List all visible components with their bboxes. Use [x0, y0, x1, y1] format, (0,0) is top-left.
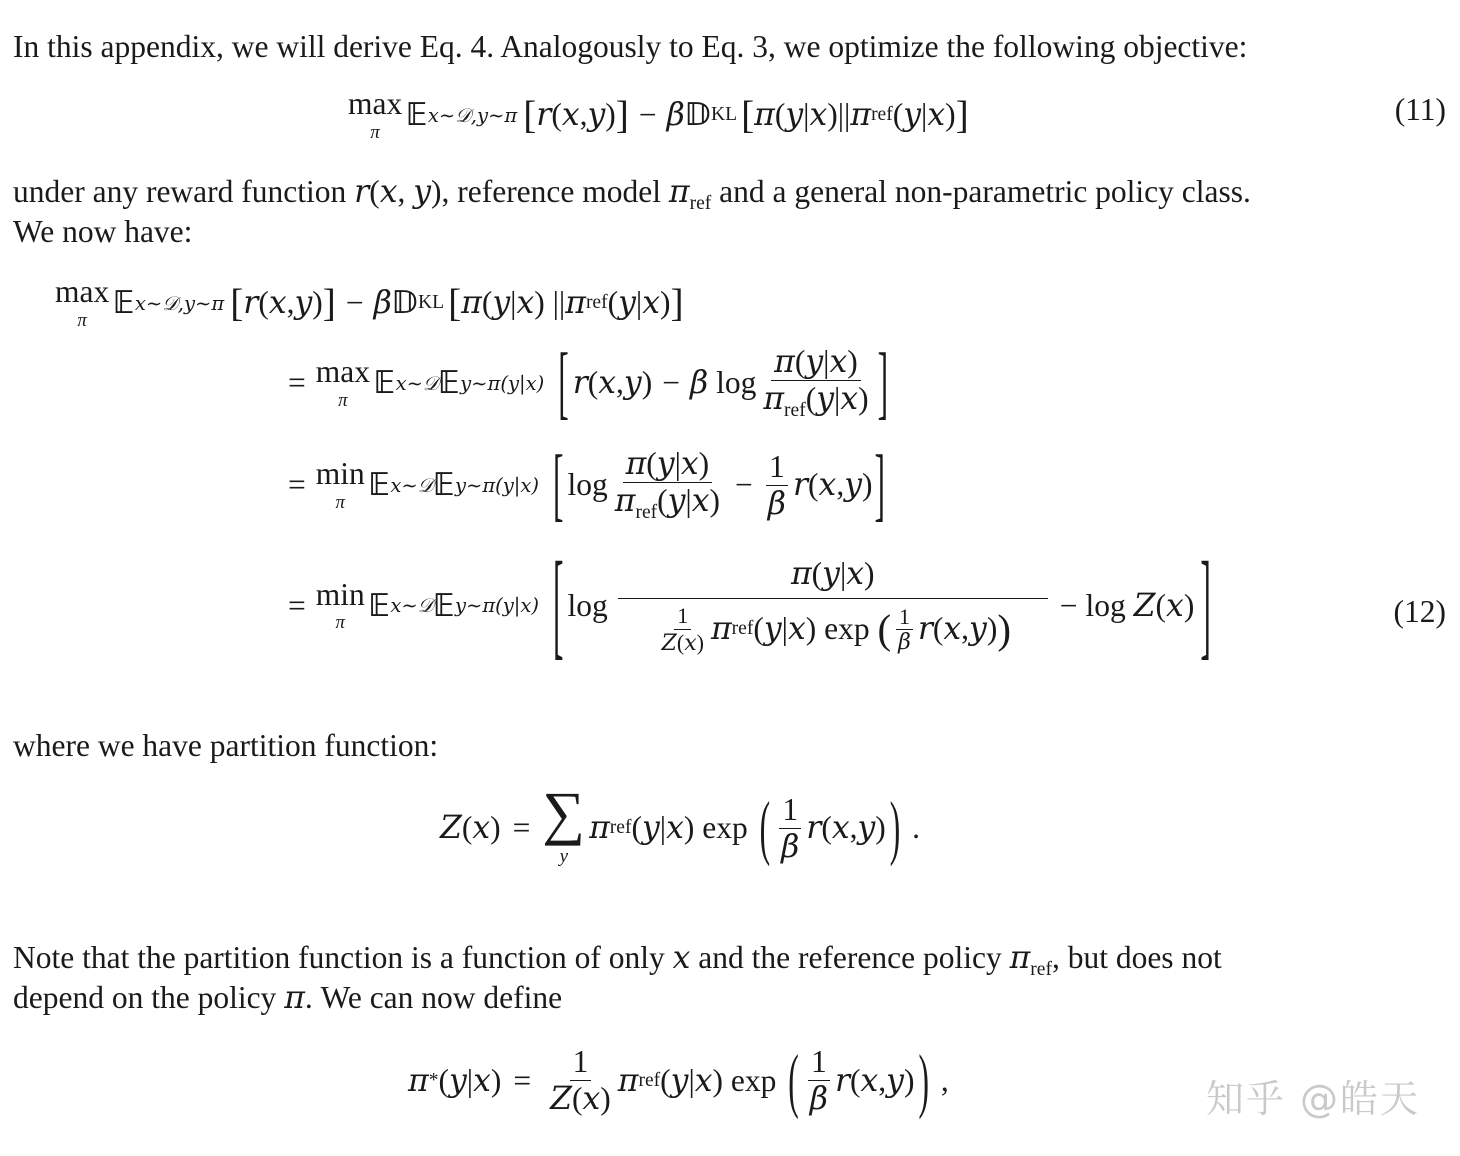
note-paragraph-line-2: depend on the policy π. We can now define: [13, 980, 563, 1016]
note-text-2: and the reference policy: [698, 940, 1002, 975]
intro-paragraph: [13, 27, 1247, 67]
note-text-4: depend on the policy: [13, 980, 277, 1015]
watermark: 知乎 @皓天: [1205, 1077, 1420, 1121]
reward-text-2: , reference model: [441, 174, 661, 209]
equation-11: max π 𝔼 x∼𝒟,y∼π [ r ( x , y ) ] − β 𝔻 KL [ π ( y | x )|| π ref ( y | x ) ]: [348, 86, 969, 143]
intro-text: In this appendix, we will derive Eq. 4. Analogously to Eq. 3, we optimize the following objective:: [13, 29, 1248, 64]
derivation-line-2: = max π 𝔼 x∼𝒟 𝔼 y∼π(y|x) [ r ( x , y ) − β log $\frac{\pi(y|x)}{\pi_{ref}(y|x)}$ ]: [288, 336, 889, 428]
derivation-line-1: max π 𝔼 x∼𝒟,y∼π [ r ( x , y ) ] − β 𝔻 KL [ π ( y | x ) || π ref ( y | x ) ]: [55, 274, 684, 331]
note-paragraph-line-1: Note that the partition function is a function of only x and the reference policy $\pi_{ref}$, but does not: [13, 940, 1222, 980]
reward-text-3: and a general non-parametric policy class.: [719, 174, 1251, 209]
reward-paragraph: under any reward function r(x, y), reference model $\pi_{ref}$ and a general non-parametric policy class.: [13, 174, 1251, 214]
we-now-have: We now have:: [13, 214, 193, 249]
note-text-1: Note that the partition function is a function of only: [13, 940, 665, 975]
derivation-line-4: = min π 𝔼 x∼𝒟 𝔼 y∼π(y|x) [ log π(y|x) $\frac{1}{Z(x)}$ π ref ( y | x ) exp ( $\frac{1}{\beta}$ r ( x , y ) ) − log Z ( x ) ]: [288, 537, 1211, 671]
equation-11-number: (11): [1394, 92, 1446, 127]
optimal-policy-equation: π * ( y | x ) = $\frac{1}{Z(x)}$ π ref ( y | x ) exp ( $\frac{1}{\beta}$ r ( x , y ) ) ,: [408, 1039, 949, 1120]
note-text-3: , but does not: [1051, 940, 1222, 975]
note-text-5: . We can now define: [304, 980, 563, 1015]
partition-equation: Z ( x ) = ∑ y π ref ( y | x ) exp ( $\frac{1}{\beta}$ r ( x , y ) ) .: [440, 780, 921, 868]
partition-intro: where we have partition function:: [13, 728, 439, 763]
equation-12-number: (12): [1393, 594, 1446, 629]
derivation-line-3: = min π 𝔼 x∼𝒟 𝔼 y∼π(y|x) [ log $\frac{\pi(y|x)}{\pi_{ref}(y|x)}$ − $\frac{1}{\beta}$ r ( x , y ) ]: [288, 438, 885, 530]
reward-text-1: under any reward function: [13, 174, 347, 209]
